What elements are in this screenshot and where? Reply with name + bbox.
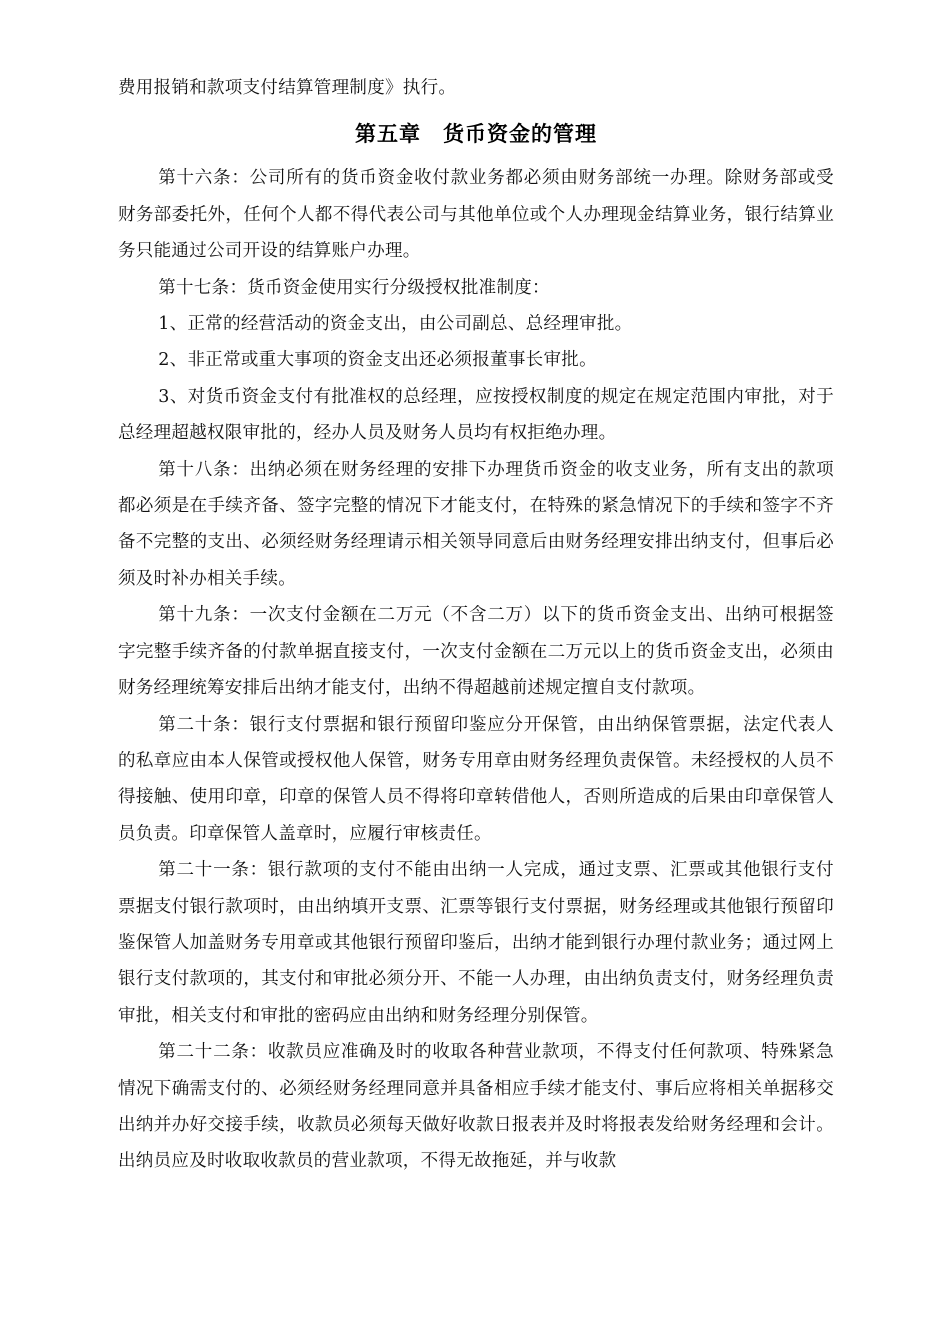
article-17-item-3: 3、对货币资金支付有批准权的总经理，应按授权制度的规定在规定范围内审批，对于总经理超越权限审批的，经办人员及财务人员均有权拒绝办理。 — [118, 386, 834, 444]
article-17-item-2: 2、非正常或重大事项的资金支出还必须报董事长审批。 — [158, 350, 597, 371]
continued-paragraph: 费用报销和款项支付结算管理制度》执行。 — [118, 78, 457, 98]
chapter-name: 货币资金的管理 — [443, 122, 597, 147]
chapter-heading — [118, 114, 834, 154]
article-16: 第十六条：公司所有的货币资金收付款业务都必须由财务部统一办理。除财务部或受财务部委托外，任何个人都不得代表公司与其他单位或个人办理现金结算业务，银行结算业务只能通过公司开设的结算账户办理。 — [118, 168, 834, 262]
article-19: 第十九条：一次支付金额在二万元（不含二万）以下的货币资金支出、出纳可根据签字完整手续齐备的付款单据直接支付，一次支付金额在二万元以上的货币资金支出，必须由财务经理统筹安排后出纳才能支付，出纳不得超越前述规定擅自支付款项。 — [118, 605, 834, 699]
article-21: 第二十一条：银行款项的支付不能由出纳一人完成，通过支票、汇票或其他银行支付票据支付银行款项时，由出纳填开支票、汇票等银行支付票据，财务经理或其他银行预留印鉴保管人加盖财务专用章或其他银行预留印鉴后，出纳才能到银行办理付款业务；通过网上银行支付款项的，其支付和审批必须分开、不能一人办理，由出纳负责支付，财务经理负责审批，相关支付和审批的密码应由出纳和财务经理分别保管。 — [118, 860, 834, 1026]
article-17-item-1: 1、正常的经营活动的资金支出，由公司副总、总经理审批。 — [158, 314, 633, 335]
article-18: 第十八条：出纳必须在财务经理的安排下办理货币资金的收支业务，所有支出的款项都必须是在手续齐备、签字完整的情况下才能支付，在特殊的紧急情况下的手续和签字不齐备不完整的支出、必须经财务经理请示相关领导同意后由财务经理安排出纳支付，但事后必须及时补办相关手续。 — [118, 459, 834, 589]
article-20: 第二十条：银行支付票据和银行预留印鉴应分开保管，由出纳保管票据，法定代表人的私章应由本人保管或授权他人保管，财务专用章由财务经理负责保管。未经授权的人员不得接触、使用印章，印章的保管人员不得将印章转借他人，否则所造成的后果由印章保管人员负责。印章保管人盖章时，应履行审核责任。 — [118, 714, 834, 844]
chapter-number: 第五章 — [355, 122, 421, 147]
article-17: 第十七条：货币资金使用实行分级授权批准制度： — [158, 277, 550, 298]
article-22: 第二十二条：收款员应准确及时的收取各种营业款项，不得支付任何款项、特殊紧急情况下确需支付的、必须经财务经理同意并具备相应手续才能支付、事后应将相关单据移交出纳并办好交接手续，收款员必须每天做好收款日报表并及时将报表发给财务经理和会计。出纳员应及时收取收款员的营业款项，不得无故拖延，并与收款 — [118, 1042, 834, 1172]
document-page — [118, 70, 834, 1180]
